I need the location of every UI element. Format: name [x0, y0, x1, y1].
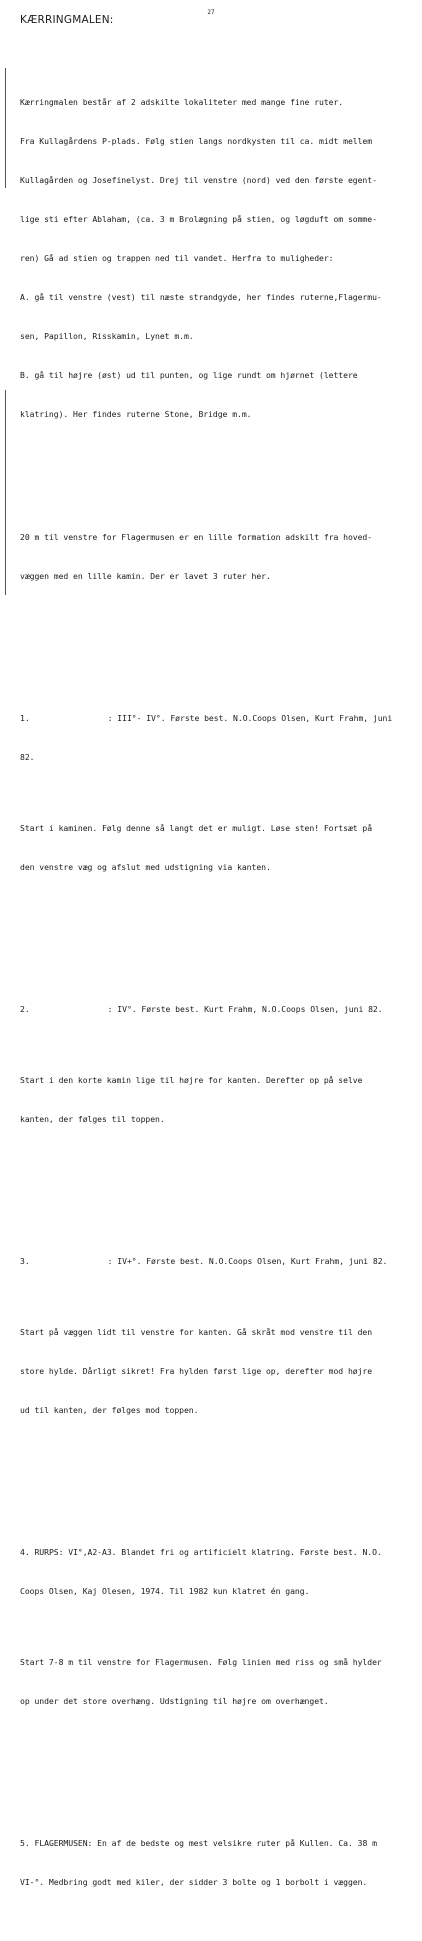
route-heading: : III°- IV°. Første best. N.O.Coops Olsen, Kurt Frahm, juni: [107, 713, 393, 723]
route-heading-cont: 82.: [20, 752, 35, 762]
route-number: 2.: [20, 1004, 30, 1014]
route-desc-line: op under det store overhæng. Udstigning til højre om overhænget.: [20, 1696, 329, 1706]
route-heading-cont: Coops Olsen, Kaj Olesen, 1974. Til 1982 kun klatret én gang.: [20, 1586, 310, 1596]
route-heading: FLAGERMUSEN: En af de bedste og mest velsikre ruter på Kullen. Ca. 38 m: [34, 1838, 377, 1848]
route-number: 5.: [20, 1838, 30, 1848]
text-line: klatring). Her findes ruterne Stone, Bridge m.m.: [20, 409, 252, 419]
route-number: 4.: [20, 1547, 30, 1557]
route-desc-line: Start i kaminen. Følg denne så langt det er muligt. Løse sten! Fortsæt på: [20, 823, 373, 833]
margin-bar: [5, 68, 6, 188]
document-body: [20, 44, 415, 1941]
route-5: [20, 1811, 415, 1915]
route-1: [20, 686, 415, 900]
text-line: Kullagården og Josefinelyst. Drej til venstre (nord) ved den første egent-: [20, 175, 377, 185]
route-number: 1.: [20, 713, 30, 723]
route-desc-line: kanten, der følges til toppen.: [20, 1114, 165, 1124]
text-line: B. gå til højre (øst) ud til punten, og lige rundt om hjørnet (lettere: [20, 370, 358, 380]
route-3: [20, 1229, 415, 1443]
route-2: [20, 977, 415, 1152]
page-title: KÆRRINGMALEN:: [20, 14, 114, 26]
route-desc-line: ud til kanten, der følges mod toppen.: [20, 1405, 199, 1415]
route-number: 3.: [20, 1256, 30, 1266]
text-line: Fra Kullagårdens P-plads. Følg stien langs nordkysten til ca. midt mellem: [20, 136, 373, 146]
text-line: Kærringmalen består af 2 adskilte lokaliteter med mange fine ruter.: [20, 97, 344, 107]
route-desc-line: Start 7-8 m til venstre for Flagermusen. Følg linien med riss og små hylder: [20, 1657, 382, 1667]
route-heading: RURPS: VI°,A2-A3. Blandet fri og artificielt klatring. Første best. N.O.: [34, 1547, 382, 1557]
text-line: ren) Gå ad stien og trappen ned til vandet. Herfra to muligheder:: [20, 253, 334, 263]
text-line: 20 m til venstre for Flagermusen er en lille formation adskilt fra hoved-: [20, 532, 373, 542]
intro-paragraph: [20, 70, 415, 447]
location-note: [20, 505, 415, 609]
route-desc-line: Start i den korte kamin lige til højre for kanten. Derefter op på selve: [20, 1075, 363, 1085]
route-heading: : IV°. Første best. Kurt Frahm, N.O.Coops Olsen, juni 82.: [107, 1004, 383, 1014]
route-4: [20, 1520, 415, 1734]
route-heading: : IV+°. Første best. N.O.Coops Olsen, Kurt Frahm, juni 82.: [107, 1256, 388, 1266]
text-line: væggen med en lille kamin. Der er lavet 3 ruter her.: [20, 571, 271, 581]
route-desc-line: Start på væggen lidt til venstre for kanten. Gå skråt mod venstre til den: [20, 1327, 373, 1337]
text-line: A. gå til venstre (vest) til næste strandgyde, her findes ruterne,Flagermu-: [20, 292, 382, 302]
route-desc-line: store hylde. Dårligt sikret! Fra hylden først lige op, derefter mod højre: [20, 1366, 373, 1376]
route-desc-line: den venstre væg og afslut med udstigning via kanten.: [20, 862, 271, 872]
text-line: sen, Papillon, Risskamin, Lynet m.m.: [20, 331, 194, 341]
page-number: 27: [207, 9, 215, 16]
route-heading-cont: VI-°. Medbring godt med kiler, der sidder 3 bolte og 1 borbolt i væggen.: [20, 1877, 368, 1887]
margin-bar: [5, 390, 6, 595]
text-line: lige sti efter Ablaham, (ca. 3 m Brolægning på stien, og løgduft om somme-: [20, 214, 377, 224]
